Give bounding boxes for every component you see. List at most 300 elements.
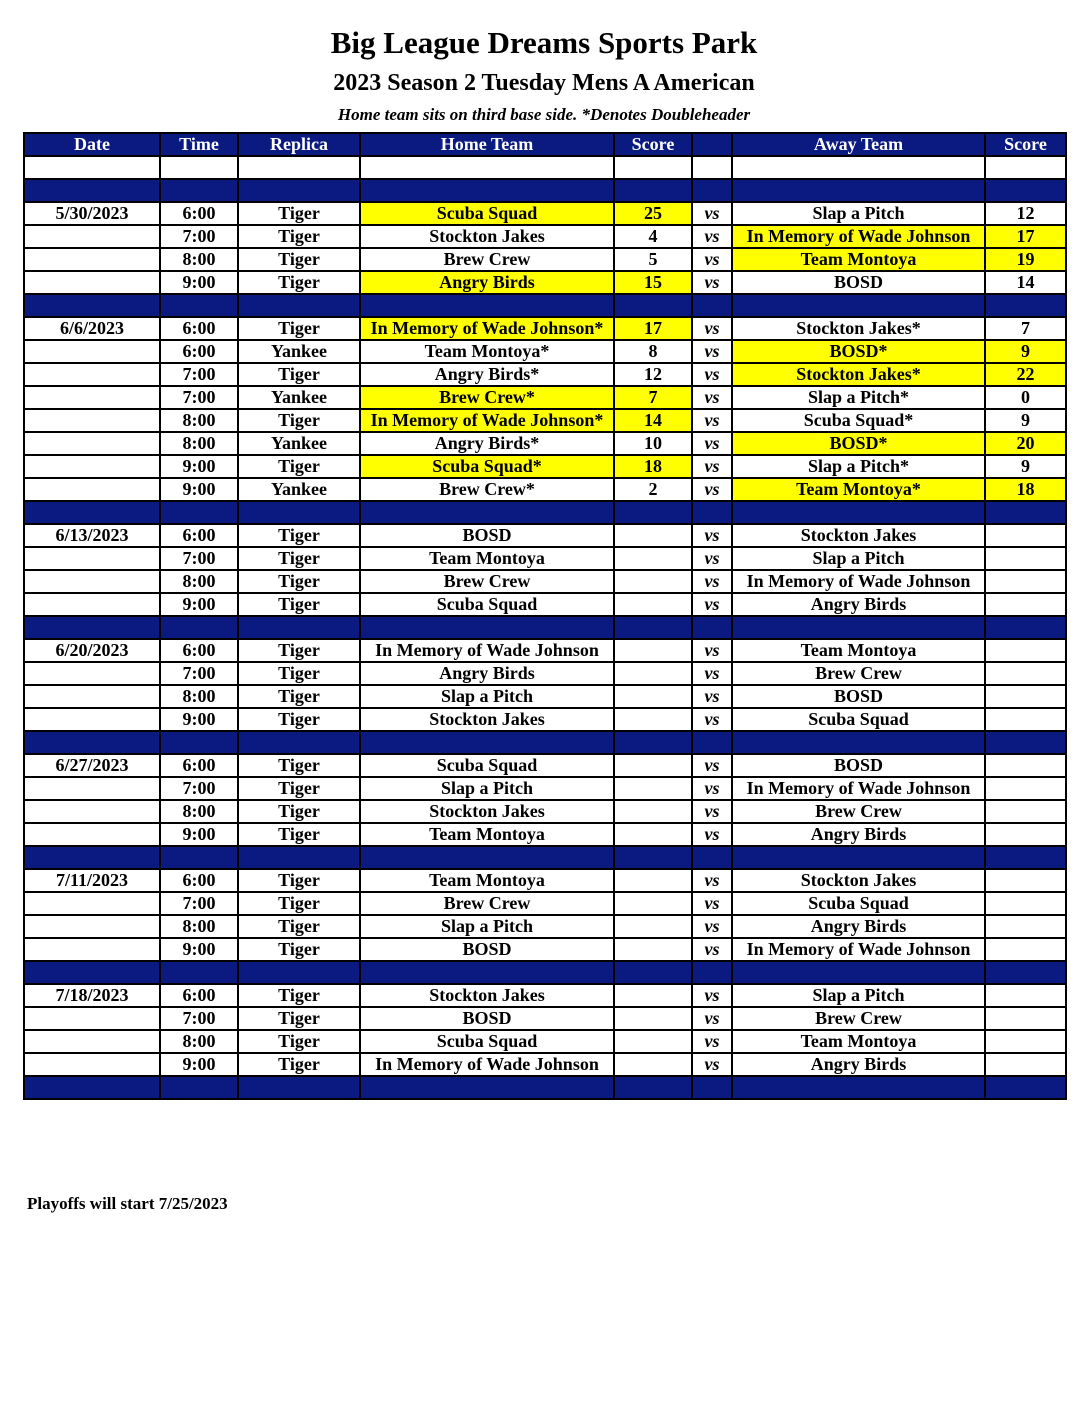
game-date bbox=[24, 570, 160, 593]
week-separator bbox=[24, 1076, 1066, 1099]
empty-cell bbox=[732, 846, 985, 869]
home-team: Scuba Squad bbox=[360, 754, 614, 777]
home-score: 14 bbox=[614, 409, 692, 432]
game-date bbox=[24, 593, 160, 616]
home-score bbox=[614, 593, 692, 616]
vs-label: vs bbox=[692, 754, 732, 777]
empty-cell bbox=[24, 1076, 160, 1099]
vs-label: vs bbox=[692, 593, 732, 616]
home-score bbox=[614, 547, 692, 570]
away-score bbox=[985, 685, 1066, 708]
playoffs-note: Playoffs will start 7/25/2023 bbox=[27, 1194, 228, 1213]
empty-cell bbox=[985, 616, 1066, 639]
away-team: Angry Birds bbox=[732, 1053, 985, 1076]
empty-cell bbox=[732, 294, 985, 317]
away-team: Scuba Squad bbox=[732, 708, 985, 731]
game-date bbox=[24, 432, 160, 455]
home-team: Brew Crew bbox=[360, 892, 614, 915]
schedule-table bbox=[23, 132, 1067, 1100]
vs-label: vs bbox=[692, 892, 732, 915]
week-separator bbox=[24, 731, 1066, 754]
game-replica-field: Tiger bbox=[238, 455, 360, 478]
game-replica-field: Tiger bbox=[238, 777, 360, 800]
away-team: Scuba Squad* bbox=[732, 409, 985, 432]
empty-cell bbox=[238, 961, 360, 984]
away-team: Slap a Pitch* bbox=[732, 386, 985, 409]
home-team: BOSD bbox=[360, 938, 614, 961]
game-time: 9:00 bbox=[160, 455, 238, 478]
game-replica-field: Tiger bbox=[238, 317, 360, 340]
away-team: In Memory of Wade Johnson bbox=[732, 570, 985, 593]
home-team: Stockton Jakes bbox=[360, 800, 614, 823]
vs-label: vs bbox=[692, 455, 732, 478]
game-time: 6:00 bbox=[160, 754, 238, 777]
game-date bbox=[24, 225, 160, 248]
game-time: 8:00 bbox=[160, 800, 238, 823]
home-team: BOSD bbox=[360, 1007, 614, 1030]
away-team: Slap a Pitch* bbox=[732, 455, 985, 478]
empty-cell bbox=[985, 1076, 1066, 1099]
away-score bbox=[985, 1007, 1066, 1030]
away-team: Stockton Jakes* bbox=[732, 317, 985, 340]
game-date: 7/18/2023 bbox=[24, 984, 160, 1007]
away-score bbox=[985, 869, 1066, 892]
vs-label: vs bbox=[692, 202, 732, 225]
empty-cell bbox=[360, 1076, 614, 1099]
game-date bbox=[24, 478, 160, 501]
vs-label: vs bbox=[692, 938, 732, 961]
game-replica-field: Tiger bbox=[238, 225, 360, 248]
game-time: 8:00 bbox=[160, 248, 238, 271]
game-row bbox=[24, 248, 1066, 271]
game-replica-field: Yankee bbox=[238, 340, 360, 363]
away-team: Angry Birds bbox=[732, 823, 985, 846]
game-time: 7:00 bbox=[160, 662, 238, 685]
game-time: 9:00 bbox=[160, 708, 238, 731]
home-score: 15 bbox=[614, 271, 692, 294]
game-replica-field: Tiger bbox=[238, 892, 360, 915]
game-row bbox=[24, 547, 1066, 570]
col-header-date: Date bbox=[24, 133, 160, 156]
game-date: 6/20/2023 bbox=[24, 639, 160, 662]
home-score: 8 bbox=[614, 340, 692, 363]
empty-cell bbox=[692, 294, 732, 317]
game-time: 8:00 bbox=[160, 432, 238, 455]
game-row bbox=[24, 593, 1066, 616]
game-date bbox=[24, 915, 160, 938]
vs-label: vs bbox=[692, 823, 732, 846]
empty-cell bbox=[24, 961, 160, 984]
home-score: 5 bbox=[614, 248, 692, 271]
empty-cell bbox=[360, 616, 614, 639]
away-team: BOSD bbox=[732, 754, 985, 777]
game-date bbox=[24, 777, 160, 800]
empty-cell bbox=[160, 501, 238, 524]
game-time: 9:00 bbox=[160, 478, 238, 501]
empty-cell bbox=[360, 156, 614, 179]
game-row bbox=[24, 823, 1066, 846]
home-team: Brew Crew bbox=[360, 570, 614, 593]
game-time: 6:00 bbox=[160, 984, 238, 1007]
away-score: 7 bbox=[985, 317, 1066, 340]
game-replica-field: Tiger bbox=[238, 984, 360, 1007]
empty-cell bbox=[160, 616, 238, 639]
vs-label: vs bbox=[692, 478, 732, 501]
game-time: 7:00 bbox=[160, 892, 238, 915]
away-team: Brew Crew bbox=[732, 1007, 985, 1030]
home-team: Team Montoya bbox=[360, 823, 614, 846]
game-row bbox=[24, 1030, 1066, 1053]
game-time: 7:00 bbox=[160, 1007, 238, 1030]
game-row bbox=[24, 915, 1066, 938]
empty-cell bbox=[692, 501, 732, 524]
game-date bbox=[24, 248, 160, 271]
away-team: Team Montoya bbox=[732, 248, 985, 271]
game-date: 5/30/2023 bbox=[24, 202, 160, 225]
empty-cell bbox=[985, 156, 1066, 179]
blank-row bbox=[24, 156, 1066, 179]
home-team: Team Montoya bbox=[360, 869, 614, 892]
vs-label: vs bbox=[692, 432, 732, 455]
away-score: 9 bbox=[985, 455, 1066, 478]
away-score: 0 bbox=[985, 386, 1066, 409]
empty-cell bbox=[160, 1076, 238, 1099]
game-date: 6/27/2023 bbox=[24, 754, 160, 777]
home-team: Slap a Pitch bbox=[360, 915, 614, 938]
vs-label: vs bbox=[692, 869, 732, 892]
game-date bbox=[24, 938, 160, 961]
home-score bbox=[614, 938, 692, 961]
empty-cell bbox=[614, 179, 692, 202]
empty-cell bbox=[24, 156, 160, 179]
empty-cell bbox=[732, 616, 985, 639]
home-team: Angry Birds bbox=[360, 271, 614, 294]
away-team: Slap a Pitch bbox=[732, 984, 985, 1007]
game-date bbox=[24, 409, 160, 432]
game-date bbox=[24, 363, 160, 386]
game-row bbox=[24, 570, 1066, 593]
col-header-time: Time bbox=[160, 133, 238, 156]
away-team: BOSD* bbox=[732, 340, 985, 363]
empty-cell bbox=[360, 501, 614, 524]
game-replica-field: Tiger bbox=[238, 248, 360, 271]
game-replica-field: Tiger bbox=[238, 685, 360, 708]
home-team: In Memory of Wade Johnson bbox=[360, 639, 614, 662]
vs-label: vs bbox=[692, 662, 732, 685]
away-score bbox=[985, 1030, 1066, 1053]
empty-cell bbox=[985, 731, 1066, 754]
vs-label: vs bbox=[692, 984, 732, 1007]
empty-cell bbox=[614, 616, 692, 639]
home-score bbox=[614, 662, 692, 685]
game-date bbox=[24, 892, 160, 915]
game-date: 6/6/2023 bbox=[24, 317, 160, 340]
home-team: Brew Crew* bbox=[360, 386, 614, 409]
empty-cell bbox=[238, 731, 360, 754]
game-replica-field: Yankee bbox=[238, 432, 360, 455]
vs-label: vs bbox=[692, 409, 732, 432]
game-row bbox=[24, 455, 1066, 478]
away-team: Angry Birds bbox=[732, 593, 985, 616]
home-score: 25 bbox=[614, 202, 692, 225]
empty-cell bbox=[160, 294, 238, 317]
home-score bbox=[614, 984, 692, 1007]
away-score bbox=[985, 547, 1066, 570]
vs-label: vs bbox=[692, 1030, 732, 1053]
empty-cell bbox=[238, 846, 360, 869]
game-replica-field: Tiger bbox=[238, 754, 360, 777]
game-row bbox=[24, 202, 1066, 225]
away-team: BOSD bbox=[732, 271, 985, 294]
empty-cell bbox=[692, 156, 732, 179]
game-replica-field: Tiger bbox=[238, 547, 360, 570]
game-replica-field: Tiger bbox=[238, 708, 360, 731]
empty-cell bbox=[614, 501, 692, 524]
home-score: 2 bbox=[614, 478, 692, 501]
page-subtitle: 2023 Season 2 Tuesday Mens A American bbox=[333, 70, 755, 96]
game-date: 7/11/2023 bbox=[24, 869, 160, 892]
away-score bbox=[985, 639, 1066, 662]
away-team: Angry Birds bbox=[732, 915, 985, 938]
empty-cell bbox=[732, 961, 985, 984]
home-team: Stockton Jakes bbox=[360, 984, 614, 1007]
away-team: Team Montoya* bbox=[732, 478, 985, 501]
game-replica-field: Tiger bbox=[238, 800, 360, 823]
away-team: In Memory of Wade Johnson bbox=[732, 777, 985, 800]
empty-cell bbox=[238, 294, 360, 317]
vs-label: vs bbox=[692, 800, 732, 823]
empty-cell bbox=[614, 294, 692, 317]
game-row bbox=[24, 271, 1066, 294]
home-score bbox=[614, 915, 692, 938]
game-replica-field: Tiger bbox=[238, 869, 360, 892]
game-row bbox=[24, 800, 1066, 823]
week-separator bbox=[24, 294, 1066, 317]
game-replica-field: Tiger bbox=[238, 524, 360, 547]
home-score bbox=[614, 1053, 692, 1076]
empty-cell bbox=[360, 179, 614, 202]
away-score bbox=[985, 984, 1066, 1007]
game-time: 8:00 bbox=[160, 915, 238, 938]
home-team: In Memory of Wade Johnson bbox=[360, 1053, 614, 1076]
game-date bbox=[24, 685, 160, 708]
away-score bbox=[985, 524, 1066, 547]
home-score bbox=[614, 708, 692, 731]
home-score: 12 bbox=[614, 363, 692, 386]
away-team: Slap a Pitch bbox=[732, 202, 985, 225]
game-row bbox=[24, 662, 1066, 685]
game-replica-field: Tiger bbox=[238, 593, 360, 616]
seating-note: Home team sits on third base side. *Denotes Doubleheader bbox=[337, 105, 751, 124]
game-row bbox=[24, 708, 1066, 731]
schedule-body bbox=[24, 156, 1066, 1099]
game-date: 6/13/2023 bbox=[24, 524, 160, 547]
game-date bbox=[24, 271, 160, 294]
game-row bbox=[24, 892, 1066, 915]
empty-cell bbox=[24, 179, 160, 202]
empty-cell bbox=[160, 846, 238, 869]
home-score bbox=[614, 777, 692, 800]
game-time: 9:00 bbox=[160, 593, 238, 616]
empty-cell bbox=[985, 179, 1066, 202]
week-separator bbox=[24, 179, 1066, 202]
game-replica-field: Tiger bbox=[238, 271, 360, 294]
empty-cell bbox=[732, 156, 985, 179]
vs-label: vs bbox=[692, 708, 732, 731]
game-replica-field: Tiger bbox=[238, 202, 360, 225]
col-header-away-score: Score bbox=[985, 133, 1066, 156]
vs-label: vs bbox=[692, 915, 732, 938]
game-date bbox=[24, 455, 160, 478]
empty-cell bbox=[985, 294, 1066, 317]
away-team: Stockton Jakes bbox=[732, 869, 985, 892]
home-score bbox=[614, 639, 692, 662]
game-replica-field: Yankee bbox=[238, 478, 360, 501]
game-row bbox=[24, 340, 1066, 363]
empty-cell bbox=[614, 961, 692, 984]
game-date bbox=[24, 1007, 160, 1030]
game-date bbox=[24, 340, 160, 363]
away-score bbox=[985, 662, 1066, 685]
game-date bbox=[24, 800, 160, 823]
game-row bbox=[24, 938, 1066, 961]
game-time: 6:00 bbox=[160, 317, 238, 340]
vs-label: vs bbox=[692, 317, 732, 340]
game-time: 8:00 bbox=[160, 570, 238, 593]
game-replica-field: Tiger bbox=[238, 363, 360, 386]
empty-cell bbox=[692, 846, 732, 869]
game-time: 6:00 bbox=[160, 524, 238, 547]
week-separator bbox=[24, 616, 1066, 639]
home-score bbox=[614, 800, 692, 823]
empty-cell bbox=[692, 179, 732, 202]
game-row bbox=[24, 409, 1066, 432]
home-team: Scuba Squad bbox=[360, 593, 614, 616]
game-time: 9:00 bbox=[160, 938, 238, 961]
game-row bbox=[24, 869, 1066, 892]
col-header-away-team: Away Team bbox=[732, 133, 985, 156]
home-team: Scuba Squad* bbox=[360, 455, 614, 478]
home-score: 10 bbox=[614, 432, 692, 455]
vs-label: vs bbox=[692, 777, 732, 800]
col-header-home-team: Home Team bbox=[360, 133, 614, 156]
game-time: 9:00 bbox=[160, 1053, 238, 1076]
game-date bbox=[24, 547, 160, 570]
empty-cell bbox=[614, 156, 692, 179]
home-team: Slap a Pitch bbox=[360, 685, 614, 708]
empty-cell bbox=[985, 961, 1066, 984]
col-header-home-score: Score bbox=[614, 133, 692, 156]
away-team: Brew Crew bbox=[732, 662, 985, 685]
away-score: 14 bbox=[985, 271, 1066, 294]
game-time: 7:00 bbox=[160, 777, 238, 800]
empty-cell bbox=[732, 731, 985, 754]
game-replica-field: Yankee bbox=[238, 386, 360, 409]
home-score bbox=[614, 823, 692, 846]
game-replica-field: Tiger bbox=[238, 639, 360, 662]
away-score bbox=[985, 823, 1066, 846]
game-replica-field: Tiger bbox=[238, 823, 360, 846]
empty-cell bbox=[360, 294, 614, 317]
home-score bbox=[614, 685, 692, 708]
game-row bbox=[24, 225, 1066, 248]
home-team: Angry Birds* bbox=[360, 432, 614, 455]
game-replica-field: Tiger bbox=[238, 915, 360, 938]
vs-label: vs bbox=[692, 363, 732, 386]
game-time: 7:00 bbox=[160, 386, 238, 409]
empty-cell bbox=[24, 501, 160, 524]
vs-label: vs bbox=[692, 386, 732, 409]
away-score bbox=[985, 915, 1066, 938]
empty-cell bbox=[24, 616, 160, 639]
week-separator bbox=[24, 501, 1066, 524]
empty-cell bbox=[614, 1076, 692, 1099]
away-team: Brew Crew bbox=[732, 800, 985, 823]
game-replica-field: Tiger bbox=[238, 662, 360, 685]
away-score: 9 bbox=[985, 409, 1066, 432]
week-separator bbox=[24, 961, 1066, 984]
away-score bbox=[985, 777, 1066, 800]
home-score bbox=[614, 1030, 692, 1053]
game-time: 9:00 bbox=[160, 271, 238, 294]
home-score bbox=[614, 570, 692, 593]
away-team: Slap a Pitch bbox=[732, 547, 985, 570]
home-team: In Memory of Wade Johnson* bbox=[360, 317, 614, 340]
empty-cell bbox=[238, 1076, 360, 1099]
away-team: Stockton Jakes bbox=[732, 524, 985, 547]
game-row bbox=[24, 754, 1066, 777]
game-date bbox=[24, 708, 160, 731]
home-team: In Memory of Wade Johnson* bbox=[360, 409, 614, 432]
away-score: 20 bbox=[985, 432, 1066, 455]
empty-cell bbox=[360, 961, 614, 984]
header-row bbox=[24, 133, 1066, 156]
vs-label: vs bbox=[692, 547, 732, 570]
home-team: BOSD bbox=[360, 524, 614, 547]
empty-cell bbox=[614, 731, 692, 754]
empty-cell bbox=[360, 731, 614, 754]
away-team: BOSD bbox=[732, 685, 985, 708]
away-score bbox=[985, 593, 1066, 616]
away-team: BOSD* bbox=[732, 432, 985, 455]
game-row bbox=[24, 1007, 1066, 1030]
away-score bbox=[985, 938, 1066, 961]
vs-label: vs bbox=[692, 271, 732, 294]
home-team: Scuba Squad bbox=[360, 202, 614, 225]
game-time: 7:00 bbox=[160, 363, 238, 386]
game-replica-field: Tiger bbox=[238, 1007, 360, 1030]
vs-label: vs bbox=[692, 685, 732, 708]
away-score bbox=[985, 1053, 1066, 1076]
home-score bbox=[614, 754, 692, 777]
game-time: 7:00 bbox=[160, 547, 238, 570]
vs-label: vs bbox=[692, 524, 732, 547]
game-row bbox=[24, 363, 1066, 386]
away-score bbox=[985, 892, 1066, 915]
home-team: Angry Birds bbox=[360, 662, 614, 685]
home-score bbox=[614, 869, 692, 892]
home-score bbox=[614, 1007, 692, 1030]
home-team: Stockton Jakes bbox=[360, 708, 614, 731]
game-row bbox=[24, 639, 1066, 662]
empty-cell bbox=[692, 731, 732, 754]
empty-cell bbox=[732, 179, 985, 202]
week-separator bbox=[24, 846, 1066, 869]
empty-cell bbox=[985, 501, 1066, 524]
empty-cell bbox=[238, 501, 360, 524]
game-time: 8:00 bbox=[160, 409, 238, 432]
game-date bbox=[24, 1053, 160, 1076]
